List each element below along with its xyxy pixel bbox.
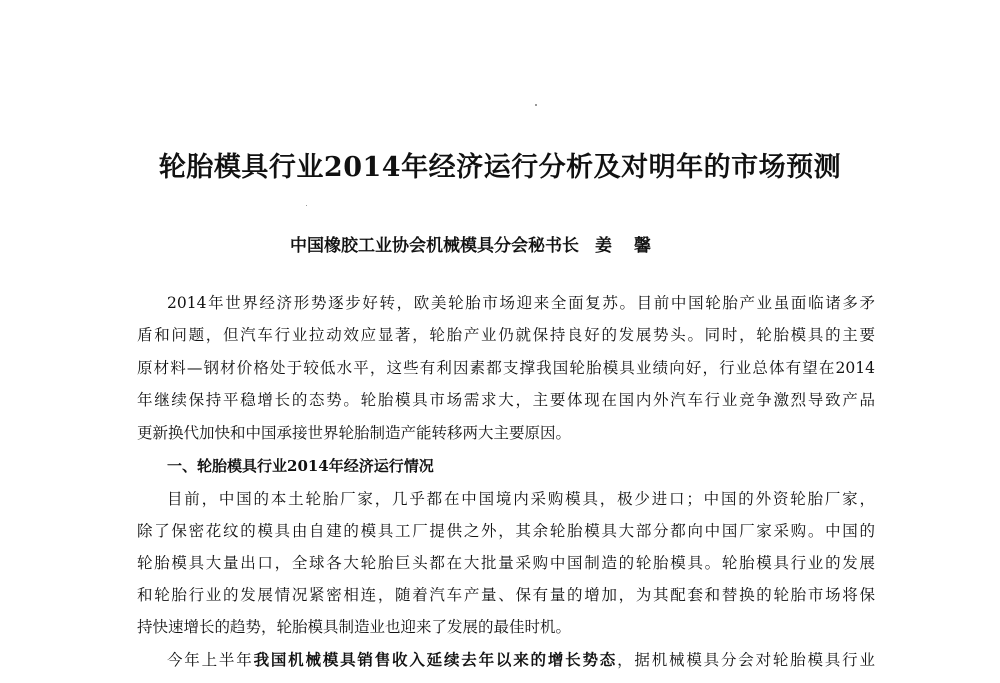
paragraph-3-run-3: ，据机械模具分会对轮胎模具行业 [617, 651, 875, 669]
paragraph-3-run-1: 今年上半年 [167, 651, 254, 669]
paragraph-2-line-2: 除了保密花纹的模具由自建的模具工厂提供之外，其余轮胎模具大部分都向中国厂家采购。中国的 [137, 522, 875, 540]
section-heading: 一、轮胎模具行业2014年经济运行情况 [167, 457, 434, 475]
author-name-second: 馨 [634, 236, 651, 256]
scan-speck [306, 205, 307, 206]
paragraph-1-line-4: 年继续保持平稳增长的态势。轮胎模具市场需求大，主要体现在国内外汽车行业竞争激烈导致产品 [137, 391, 875, 409]
paragraph-2-line-4: 和轮胎行业的发展情况紧密相连，随着汽车产量、保有量的增加，为其配套和替换的轮胎市场将保 [137, 586, 875, 604]
paragraph-1-line-2: 盾和问题，但汽车行业拉动效应显著，轮胎产业仍就保持良好的发展势头。同时，轮胎模具的主要 [137, 326, 875, 344]
author-name-first: 姜 [595, 236, 612, 256]
paragraph-1-line-5: 更新换代加快和中国承接世界轮胎制造产能转移两大主要原因。 [137, 424, 572, 442]
paragraph-2-line-3: 轮胎模具大量出口，全球各大轮胎巨头都在大批量采购中国制造的轮胎模具。轮胎模具行业的发展 [137, 554, 875, 572]
article-title: 轮胎模具行业2014年经济运行分析及对明年的市场预测 [158, 152, 842, 183]
author-line [290, 231, 651, 256]
paragraph-3-line-1 [167, 650, 875, 670]
paragraph-1-line-3: 原材料—钢材价格处于较低水平，这些有利因素都支撑我国轮胎模具业绩向好，行业总体有望在2014 [137, 359, 875, 377]
scan-speck [535, 104, 537, 106]
author-role: 中国橡胶工业协会机械模具分会秘书长 [290, 236, 579, 256]
paragraph-1-line-1: 2014年世界经济形势逐步好转，欧美轮胎市场迎来全面复苏。目前中国轮胎产业虽面临诸多矛 [167, 294, 875, 312]
paragraph-2-line-5: 持快速增长的趋势，轮胎模具制造业也迎来了发展的最佳时机。 [137, 618, 572, 636]
paragraph-3-run-2-bold: 我国机械模具销售收入延续去年以来的增长势态 [253, 650, 618, 669]
paragraph-2-line-1: 目前，中国的本土轮胎厂家，几乎都在中国境内采购模具，极少进口；中国的外资轮胎厂家， [167, 490, 875, 508]
